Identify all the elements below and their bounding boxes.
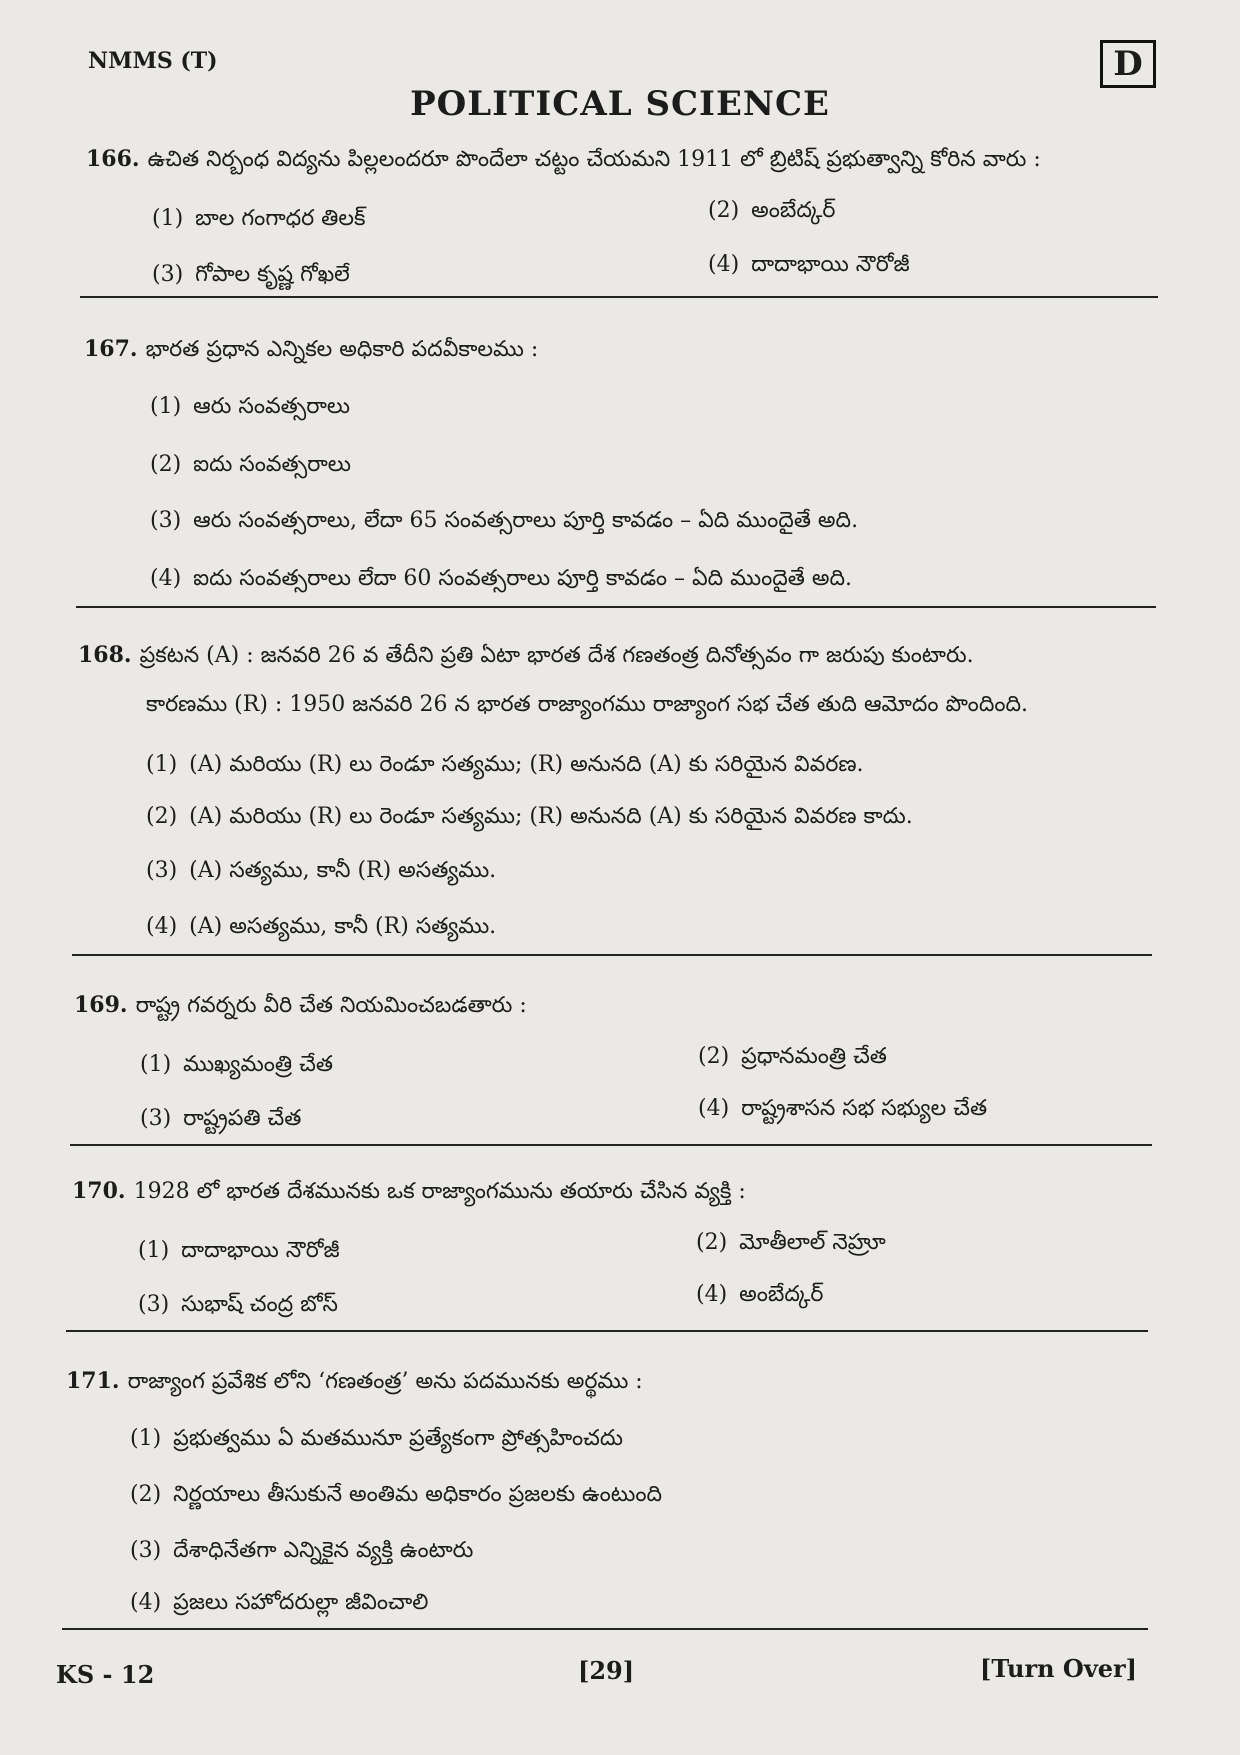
page-number: [29] xyxy=(578,1656,635,1685)
divider xyxy=(70,1144,1152,1146)
divider xyxy=(80,296,1158,298)
divider xyxy=(62,1628,1148,1630)
reason-text: కారణము (R) : 1950 జనవరి 26 న భారత రాజ్యాంగము రాజ్యాంగ సభ చేత తుది ఆమోదం పొందింది. xyxy=(146,692,1029,717)
question-number: 167. xyxy=(84,336,138,362)
exam-code: NMMS (T) xyxy=(88,48,218,74)
subject-title: POLITICAL SCIENCE xyxy=(410,84,830,124)
question-169 xyxy=(74,990,527,1021)
option-170-4: (4) అంబేద్కర్ xyxy=(696,1282,824,1307)
option-171-4: (4) ప్రజలు సహోదరుల్లా జీవించాలి xyxy=(130,1590,429,1615)
option-167-2: (2) ఐదు సంవత్సరాలు xyxy=(150,452,351,477)
option-166-2: (2) అంబేద్కర్ xyxy=(708,198,836,223)
booklet-code: KS - 12 xyxy=(56,1660,155,1689)
option-171-1: (1) ప్రభుత్వము ఏ మతమునూ ప్రత్యేకంగా ప్రోత్సహించదు xyxy=(130,1426,624,1451)
option-169-1: (1) ముఖ్యమంత్రి చేత xyxy=(140,1052,333,1077)
divider xyxy=(72,954,1152,956)
question-number: 170. xyxy=(72,1178,126,1204)
question-text: రాష్ట్ర గవర్నరు వీరి చేత నియమించబడతారు : xyxy=(135,993,527,1018)
option-169-4: (4) రాష్ట్రశాసన సభ సభ్యుల చేత xyxy=(698,1096,988,1121)
option-168-1: (1) (A) మరియు (R) లు రెండూ సత్యము; (R) అనునది (A) కు సరియైన వివరణ. xyxy=(146,752,864,777)
option-170-2: (2) మోతీలాల్ నెహ్రూ xyxy=(696,1230,886,1255)
option-171-2: (2) నిర్ణయాలు తీసుకునే అంతిమ అధికారం ప్రజలకు ఉంటుంది xyxy=(130,1482,663,1507)
option-171-3: (3) దేశాధినేతగా ఎన్నికైన వ్యక్తి ఉంటారు xyxy=(130,1538,474,1563)
option-168-4: (4) (A) అసత్యము, కానీ (R) సత్యము. xyxy=(146,914,497,939)
question-168 xyxy=(78,640,974,671)
question-170 xyxy=(72,1176,746,1207)
turn-over-label: [Turn Over] xyxy=(980,1654,1138,1683)
option-170-3: (3) సుభాష్ చంద్ర బోస్ xyxy=(138,1292,339,1317)
option-169-3: (3) రాష్ట్రపతి చేత xyxy=(140,1106,302,1131)
option-167-4: (4) ఐదు సంవత్సరాలు లేదా 60 సంవత్సరాలు పూర్తి కావడం – ఏది ముందైతే అది. xyxy=(150,566,852,591)
question-text: రాజ్యాంగ ప్రవేశిక లోని ‘గణతంత్ర’ అను పదమునకు అర్థము : xyxy=(127,1369,643,1394)
question-number: 168. xyxy=(78,642,132,668)
option-169-2: (2) ప్రధానమంత్రి చేత xyxy=(698,1044,887,1069)
divider xyxy=(66,1330,1148,1332)
question-number: 171. xyxy=(66,1368,120,1394)
option-166-3: (3) గోపాల కృష్ణ గోఖలే xyxy=(152,262,350,287)
option-167-1: (1) ఆరు సంవత్సరాలు xyxy=(150,394,351,419)
question-number: 169. xyxy=(74,992,128,1018)
question-set-badge: D xyxy=(1100,40,1156,88)
option-168-3: (3) (A) సత్యము, కానీ (R) అసత్యము. xyxy=(146,858,497,883)
option-170-1: (1) దాదాభాయి నౌరోజీ xyxy=(138,1238,340,1263)
question-text: ఉచిత నిర్బంధ విద్యను పిల్లలందరూ పొందేలా చట్టం చేయమని 1911 లో బ్రిటిష్ ప్రభుత్వాన్ని కోరిన వారు : xyxy=(147,147,1041,172)
question-171 xyxy=(66,1366,643,1397)
question-number: 166. xyxy=(86,146,140,172)
question-167 xyxy=(84,334,538,365)
option-168-2: (2) (A) మరియు (R) లు రెండూ సత్యము; (R) అనునది (A) కు సరియైన వివరణ కాదు. xyxy=(146,804,913,829)
assertion-text: ప్రకటన (A) : జనవరి 26 వ తేదీని ప్రతి ఏటా భారత దేశ గణతంత్ర దినోత్సవం గా జరుపు కుంటారు. xyxy=(139,643,974,668)
divider xyxy=(76,606,1156,608)
question-text: 1928 లో భారత దేశమునకు ఒక రాజ్యాంగమును తయారు చేసిన వ్యక్తి : xyxy=(133,1179,746,1204)
option-166-1: (1) బాల గంగాధర తిలక్ xyxy=(152,206,366,231)
question-text: భారత ప్రధాన ఎన్నికల అధికారి పదవీకాలము : xyxy=(145,337,539,362)
question-166 xyxy=(86,144,1041,175)
option-166-4: (4) దాదాభాయి నౌరోజీ xyxy=(708,252,910,277)
option-167-3: (3) ఆరు సంవత్సరాలు, లేదా 65 సంవత్సరాలు పూర్తి కావడం – ఏది ముందైతే అది. xyxy=(150,508,859,533)
